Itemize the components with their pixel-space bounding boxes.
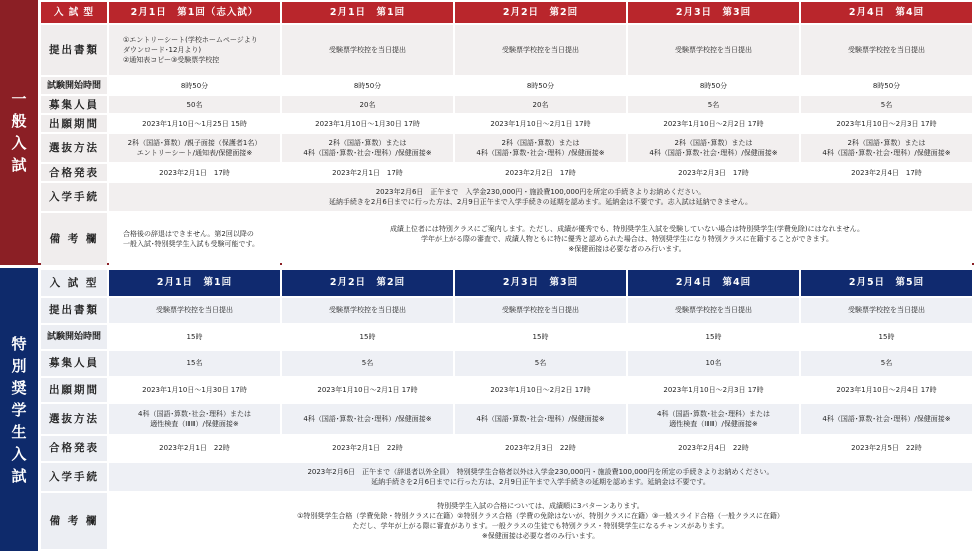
table-cell: 成績上位者には特別クラスにご案内します。ただし、成績が優秀でも、特別奨学生入試を受験していない場合は特別奨学生(学費免除)にはなれません。 学年が上がる際の審査で、成績人物ともに特に優秀と認められた場合は、特別奨学生になり特別クラスに在籍することができます。 ※保健面接は必要な者のみ行います。 — [282, 213, 972, 265]
table-cell: 2023年1月10日～1月30日 17時 — [282, 115, 453, 132]
table-cell: 8時50分 — [801, 77, 972, 94]
general-exam-side-label: 一般入試 — [0, 0, 38, 263]
column-header: 2月3日 第3回 — [455, 270, 626, 296]
table-cell: 受験票学校控を当日提出 — [455, 298, 626, 323]
table-cell: 2023年2月1日 22時 — [282, 436, 453, 461]
table-cell: 2023年1月10日～2月1日 17時 — [455, 115, 626, 132]
row-label-enrollment: 入学手続 — [41, 463, 107, 492]
table-cell: 4科（国語･算数･社会･理科）または 適性検査（ⅠⅡⅢ）/保健面接※ — [109, 404, 280, 434]
table-cell: 5名 — [282, 351, 453, 376]
table-cell: 2023年2月1日 17時 — [282, 164, 453, 181]
row-label-results: 合格発表 — [41, 436, 107, 461]
column-header: 2月5日 第5回 — [801, 270, 972, 296]
table-cell: 4科（国語･算数･社会･理科）/保健面接※ — [282, 404, 453, 434]
general-exam-section — [0, 0, 974, 265]
general-exam-table — [39, 0, 974, 267]
table-cell: 2023年2月5日 22時 — [801, 436, 972, 461]
table-cell: 2023年2月3日 22時 — [455, 436, 626, 461]
table-cell: 2023年2月6日 正午まで 入学金230,000円・施設費100,000円を所定の手続きよりお納めください。 延納手続きを2月6日までに行った方は、2月9日正午まで入学手続きの延期を認めます。延納金は不要です。志入試は延納できません。 — [109, 183, 972, 211]
table-cell: 2023年1月10日～2月4日 17時 — [801, 378, 972, 403]
row-label-application: 出願期間 — [41, 115, 107, 132]
column-header: 2月3日 第3回 — [628, 2, 799, 23]
table-cell: 4科（国語･算数･社会･理科）/保健面接※ — [455, 404, 626, 434]
scholarship-exam-side-label: 特別奨学生入試 — [0, 268, 38, 551]
table-cell: 2023年2月1日 17時 — [109, 164, 280, 181]
table-cell: 2科（国語･算数）または 4科（国語･算数･社会･理科）/保健面接※ — [628, 134, 799, 162]
table-cell: 2科（国語･算数）/親子面接（保護者1名） エントリーシート/通知表/保健面接※ — [109, 134, 280, 162]
table-cell: 5名 — [628, 96, 799, 113]
table-cell: 2023年2月4日 22時 — [628, 436, 799, 461]
table-cell: 15時 — [282, 325, 453, 350]
row-label-documents: 提出書類 — [41, 25, 107, 75]
row-label-remarks: 備 考 欄 — [41, 213, 107, 265]
column-header: 2月1日 第1回 — [109, 270, 280, 296]
table-cell: 2023年1月10日～2月3日 17時 — [801, 115, 972, 132]
table-cell: 10名 — [628, 351, 799, 376]
table-cell: 受験票学校控を当日提出 — [282, 25, 453, 75]
table-cell: 5名 — [801, 351, 972, 376]
table-cell: 50名 — [109, 96, 280, 113]
table-cell: 受験票学校控を当日提出 — [109, 298, 280, 323]
column-header: 2月4日 第4回 — [628, 270, 799, 296]
row-label-documents: 提出書類 — [41, 298, 107, 323]
table-cell: 2023年1月10日～2月3日 17時 — [628, 378, 799, 403]
header-label: 入 試 型 — [41, 270, 107, 296]
table-cell: 2科（国語･算数）または 4科（国語･算数･社会･理科）/保健面接※ — [801, 134, 972, 162]
table-cell: 8時50分 — [455, 77, 626, 94]
table-cell: 2023年2月1日 22時 — [109, 436, 280, 461]
table-cell: 15時 — [109, 325, 280, 350]
table-cell: 4科（国語･算数･社会･理科）/保健面接※ — [801, 404, 972, 434]
table-cell: 2023年2月2日 17時 — [455, 164, 626, 181]
row-label-capacity: 募集人員 — [41, 351, 107, 376]
table-cell: 2023年1月10日～2月2日 17時 — [628, 115, 799, 132]
table-cell: 受験票学校控を当日提出 — [801, 298, 972, 323]
table-cell: 4科（国語･算数･社会･理科）または 適性検査（ⅠⅡⅢ）/保健面接※ — [628, 404, 799, 434]
table-cell: 2023年2月3日 17時 — [628, 164, 799, 181]
column-header: 2月1日 第1回 — [282, 2, 453, 23]
row-label-selection: 選抜方法 — [41, 404, 107, 434]
column-header: 2月2日 第2回 — [282, 270, 453, 296]
row-label-selection: 選抜方法 — [41, 134, 107, 162]
scholarship-exam-table — [39, 268, 974, 551]
table-cell: 2科（国語･算数）または 4科（国語･算数･社会･理科）/保健面接※ — [282, 134, 453, 162]
table-cell: 受験票学校控を当日提出 — [455, 25, 626, 75]
table-cell: 特別奨学生入試の合格については、成績順に3パターンあります。 ①特別奨学生合格（学費免除・特別クラスに在籍）②特別クラス合格（学費の免除はないが、特別クラスに在籍）③一般スライド合格（一般クラスに在籍） ただし、学年が上がる際に審査があります。一般クラスの生徒でも特別クラス・特別奨学生になるチャンスがあります。 ※保健面接は必要な者のみ行います。 — [109, 493, 972, 549]
table-cell: 受験票学校控を当日提出 — [282, 298, 453, 323]
table-cell: 5名 — [801, 96, 972, 113]
table-cell: 2023年1月10日～1月25日 15時 — [109, 115, 280, 132]
table-cell: 8時50分 — [109, 77, 280, 94]
row-label-application: 出願期間 — [41, 378, 107, 403]
header-label: 入 試 型 — [41, 2, 107, 23]
table-cell: 20名 — [282, 96, 453, 113]
table-cell: 8時50分 — [282, 77, 453, 94]
column-header: 2月2日 第2回 — [455, 2, 626, 23]
table-cell: 受験票学校控を当日提出 — [628, 298, 799, 323]
table-cell: 受験票学校控を当日提出 — [801, 25, 972, 75]
row-label-start-time: 試験開始時間 — [41, 325, 107, 350]
row-label-capacity: 募集人員 — [41, 96, 107, 113]
table-cell: 2023年2月4日 17時 — [801, 164, 972, 181]
row-label-remarks: 備 考 欄 — [41, 493, 107, 549]
table-cell: 2023年1月10日～2月1日 17時 — [282, 378, 453, 403]
table-cell: 5名 — [455, 351, 626, 376]
table-cell: 20名 — [455, 96, 626, 113]
table-cell: 15名 — [109, 351, 280, 376]
table-cell: 15時 — [628, 325, 799, 350]
table-cell: 2科（国語･算数）または 4科（国語･算数･社会･理科）/保健面接※ — [455, 134, 626, 162]
column-header: 2月1日 第1回（志入試） — [109, 2, 280, 23]
table-cell: 2023年1月10日～2月2日 17時 — [455, 378, 626, 403]
column-header: 2月4日 第4回 — [801, 2, 972, 23]
row-label-start-time: 試験開始時間 — [41, 77, 107, 94]
table-cell: 15時 — [455, 325, 626, 350]
table-cell: 15時 — [801, 325, 972, 350]
row-label-results: 合格発表 — [41, 164, 107, 181]
table-cell: 8時50分 — [628, 77, 799, 94]
scholarship-exam-section — [0, 268, 974, 551]
table-cell: ①エントリーシート(学校ホームページより ダウンロード･12月より) ②通知表コピー③受験票学校控 — [109, 25, 280, 75]
table-cell: 合格後の辞退はできません。第2回以降の 一般入試･特別奨学生入試も受験可能です。 — [109, 213, 280, 265]
table-cell: 2023年2月6日 正午まで（辞退者以外全員） 特別奨学生合格者以外は入学金230,000円・施設費100,000円を所定の手続きよりお納めください。 延納手続きを2月6日までに行った方は、2月9日正午まで入学手続きの延期を認めます。延納金は不要です。 — [109, 463, 972, 492]
row-label-enrollment: 入学手続 — [41, 183, 107, 211]
table-cell: 2023年1月10日～1月30日 17時 — [109, 378, 280, 403]
table-cell: 受験票学校控を当日提出 — [628, 25, 799, 75]
